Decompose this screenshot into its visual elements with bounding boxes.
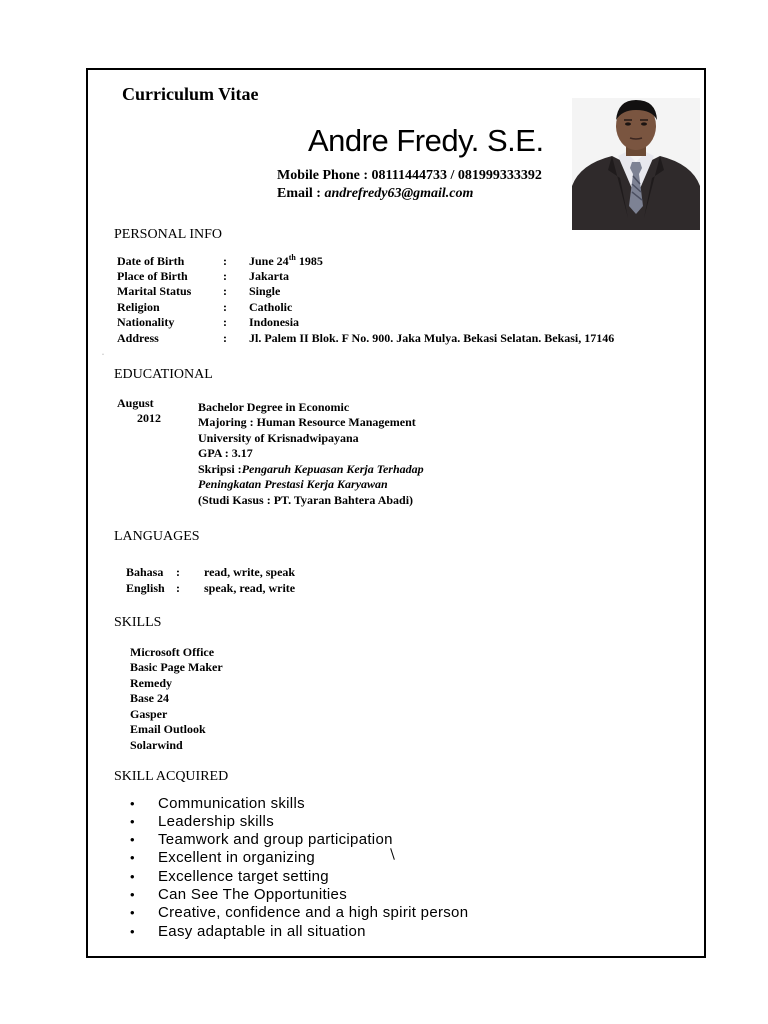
personal-info-heading: PERSONAL INFO [114,227,222,242]
education-skripsi-line-2 [198,477,388,492]
acquired-item: • Excellent in organizing [130,849,315,866]
nationality-sep: : [223,315,227,329]
bullet-icon: • [130,850,135,865]
bullet-icon: • [130,905,135,920]
skills-heading: SKILLS [114,615,162,630]
personal-row-address [117,331,614,346]
address-label: Address [117,331,159,345]
dob-value: June 24 [249,254,289,268]
skripsi-title-2: Peningkatan Prestasi Kerja Karyawan [198,477,388,491]
language-sep: : [176,565,180,579]
cv-page [86,68,706,958]
address-value: Jl. Palem II Blok. F No. 900. Jaka Mulya. Bekasi Selatan. Bekasi, 17146 [249,331,615,345]
acquired-item: • Creative, confidence and a high spirit person [130,904,469,921]
personal-row-religion [117,300,292,315]
personal-row-dob [117,253,323,269]
education-major: Majoring : Human Resource Management [198,415,416,429]
marital-sep: : [223,284,227,298]
email-value: andrefredy63@gmail.com [324,186,474,201]
skill-item: Solarwind [130,738,183,752]
education-gpa: GPA : 3.17 [198,446,253,460]
skripsi-title-1: Pengaruh Kepuasan Kerja Terhadap [241,462,424,476]
bullet-icon: • [130,869,135,884]
stray-pen-mark [390,848,395,860]
document-title: Curriculum Vitae [122,84,259,104]
email [277,186,473,202]
candidate-name: Andre Fredy. S.E. [308,123,544,158]
language-level: read, write, speak [204,565,296,579]
pob-label: Place of Birth [117,269,188,283]
language-name: Bahasa [126,565,164,579]
pob-sep: : [223,269,227,283]
skill-item: Email Outlook [130,722,206,736]
bullet-icon: • [130,796,135,811]
bullet-icon: • [130,924,135,939]
skill-item: Basic Page Maker [130,660,223,674]
portrait-photo [572,98,700,230]
language-row-english [126,581,295,596]
religion-sep: : [223,300,227,314]
education-case-study: (Studi Kasus : PT. Tyaran Bahtera Abadi) [198,493,414,507]
skripsi-label: Skripsi : [198,462,242,476]
nationality-label: Nationality [117,315,175,329]
language-level: speak, read, write [204,581,296,595]
personal-row-marital [117,284,280,299]
bullet-icon: • [130,887,135,902]
religion-value: Catholic [249,300,293,314]
acquired-item: • Can See The Opportunities [130,886,348,903]
dob-year: 1985 [295,254,323,268]
mobile-phone [277,168,542,184]
personal-row-pob [117,269,289,284]
stray-dot: · [102,352,104,358]
education-year: 2012 [137,411,161,425]
marital-label: Marital Status [117,284,192,298]
education-degree: Bachelor Degree in Economic [198,400,350,414]
skill-item: Microsoft Office [130,645,215,659]
religion-label: Religion [117,300,160,314]
languages-heading: LANGUAGES [114,529,200,544]
acquired-item: • Excellence target setting [130,868,329,885]
bullet-icon: • [130,814,135,829]
language-row-bahasa [126,565,295,580]
education-skripsi [198,462,424,477]
acquired-item: • Easy adaptable in all situation [130,923,366,940]
dob-label: Date of Birth [117,254,185,268]
education-month: August [117,396,154,410]
mobile-label: Mobile Phone : [277,168,368,183]
acquired-item: • Communication skills [130,795,305,812]
nationality-value: Indonesia [249,315,300,329]
skill-item: Gasper [130,707,168,721]
pob-value: Jakarta [249,269,289,283]
personal-row-nationality [117,315,299,330]
address-sep: : [223,331,227,345]
skill-acquired-heading: SKILL ACQUIRED [114,769,229,784]
language-sep: : [176,581,180,595]
marital-value: Single [249,284,281,298]
email-label: Email : [277,186,321,201]
dob-sep: : [223,254,227,268]
education-university: University of Krisnadwipayana [198,431,359,445]
mobile-value: 08111444733 / 081999333392 [371,168,542,183]
acquired-item: • Teamwork and group participation [130,831,393,848]
skill-item: Remedy [130,676,172,690]
language-name: English [126,581,165,595]
skill-item: Base 24 [130,691,169,705]
bullet-icon: • [130,832,135,847]
dob-sup: th [288,253,296,262]
education-heading: EDUCATIONAL [114,367,213,382]
acquired-item: • Leadership skills [130,813,274,830]
